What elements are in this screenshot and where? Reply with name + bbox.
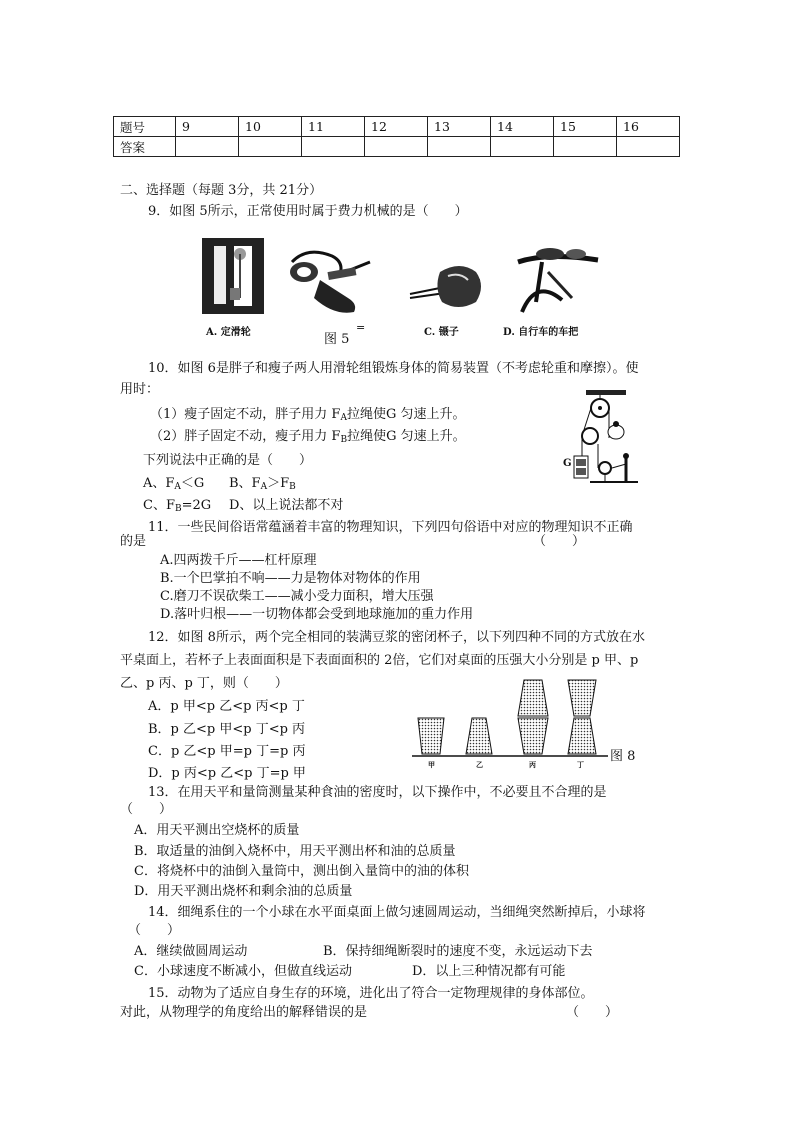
q10-stem-line1: 10．如图 6是胖子和瘦子两人用滑轮组锻炼身体的简易装置（不考虑轮重和摩擦）。使	[148, 361, 639, 376]
q15-stem-line1: 15．动物为了适应自身生存的环境，进化出了符合一定物理规律的身体部位。	[148, 986, 594, 1001]
header-cell: 题号	[114, 117, 176, 137]
number-cell: 11	[302, 117, 365, 137]
q10-option-a: A、$F_A<G$	[143, 476, 205, 492]
q12-option-b: B．p 乙<p 甲<p 丁<p 丙	[148, 722, 306, 737]
figure-8-cups	[412, 676, 608, 768]
cup-label-yi: 乙	[476, 760, 483, 769]
q13-stem-line2: （ ）	[120, 802, 173, 817]
number-cell: 9	[176, 117, 239, 137]
number-cell: 15	[554, 117, 617, 137]
q14-option-d: D．以上三种情况都有可能	[412, 964, 566, 979]
answer-cell[interactable]	[491, 137, 554, 157]
cup-yi	[466, 718, 492, 754]
q11-stem-line1: 11．一些民间俗语常蕴涵着丰富的物理知识，下列四句俗语中对应的物理知识不正确	[148, 520, 633, 535]
q14-option-b: B．保持细绳断裂时的速度不变，永远运动下去	[323, 944, 593, 959]
cup-label-ding: 丁	[577, 760, 584, 769]
q10-option-c: C、$F_B=2G$	[143, 498, 212, 514]
answer-cell[interactable]	[176, 137, 239, 157]
answer-label-cell: 答案	[114, 137, 176, 157]
q14-stem-line1: 14．细绳系住的一个小球在水平面桌面上做匀速圆周运动，当细绳突然断掉后，小球将	[148, 905, 646, 920]
number-cell: 13	[428, 117, 491, 137]
q11-option-b: B.一个巴掌拍不响——力是物体对物体的作用	[160, 571, 421, 586]
q13-option-c: C．将烧杯中的油倒入量筒中，测出倒入量筒中的油的体积	[134, 864, 469, 879]
q11-stem-line2: 的是	[120, 534, 147, 549]
figure-5-images	[200, 232, 610, 322]
q9-option-a: A. 定滑轮	[206, 327, 251, 338]
q9-option-c: C. 镊子	[424, 327, 459, 338]
q11-answer-paren: （ ）	[533, 534, 586, 549]
q15-stem-line2: 对此，从物理学的角度给出的解释错误的是	[120, 1005, 368, 1020]
tweezers-image	[410, 266, 481, 307]
answer-cell[interactable]	[428, 137, 491, 157]
q10-question: 下列说法中正确的是（ ）	[143, 453, 313, 468]
q10-option-d: D、以上说法都不对	[229, 498, 344, 513]
figure-5-caption: 图 5	[324, 332, 350, 347]
number-cell: 12	[365, 117, 428, 137]
q14-stem-line2: （ ）	[128, 923, 181, 938]
q10-item1: （1）瘦子固定不动，胖子用力 $F_A$拉绳使G 匀速上升。	[150, 407, 466, 423]
figure-6-pulley-system	[560, 388, 640, 488]
q13-option-d: D．用天平测出烧杯和剩余油的总质量	[134, 884, 353, 899]
q9-option-b-fragment: =	[356, 321, 366, 334]
bicycle-handlebar-image	[518, 248, 598, 312]
q14-option-c: C．小球速度不断减小，但做直线运动	[134, 964, 352, 979]
number-cell: 16	[617, 117, 680, 137]
answer-cell[interactable]	[239, 137, 302, 157]
table-row	[114, 137, 680, 157]
table-row	[114, 117, 680, 137]
cup-label-jia: 甲	[428, 760, 435, 769]
answer-cell[interactable]	[302, 137, 365, 157]
q15-answer-paren: （ ）	[566, 1005, 619, 1020]
lever-tool-image	[290, 252, 370, 313]
q9-stem: 9．如图 5所示，正常使用时属于费力机械的是（ ）	[148, 204, 468, 219]
answer-table	[113, 116, 680, 157]
q13-option-a: A．用天平测出空烧杯的质量	[134, 823, 300, 838]
q9-option-d: D. 自行车的车把	[503, 327, 579, 338]
q10-item2: （2）胖子固定不动，瘦子用力 $F_B$拉绳使G 匀速上升。	[150, 429, 466, 445]
q11-option-c: C.磨刀不误砍柴工——减小受力面积，增大压强	[160, 589, 434, 604]
fixed-pulley-image	[202, 238, 264, 314]
q10-option-b: B、$F_A>F_B$	[229, 476, 296, 492]
q11-option-d: D.落叶归根——一切物体都会受到地球施加的重力作用	[160, 607, 474, 622]
figure-6-label-g: G	[563, 458, 572, 469]
section-title: 二、选择题（每题 3分，共 21分）	[120, 183, 323, 198]
q12-stem-line3: 乙、p 丙、p 丁，则（ ）	[120, 676, 288, 691]
q11-option-a: A.四两拨千斤——杠杆原理	[160, 553, 317, 568]
q12-stem-line2: 平桌面上，若杯子上表面面积是下表面面积的 2倍，它们对桌面的压强大小分别是 p 甲、p	[120, 653, 639, 668]
cup-jia	[418, 718, 444, 754]
q13-stem-line1: 13．在用天平和量筒测量某种食油的密度时，以下操作中，不必要且不合理的是	[148, 785, 607, 800]
answer-cell[interactable]	[554, 137, 617, 157]
q12-option-d: D．p 丙<p 乙<p 丁=p 甲	[148, 766, 306, 781]
number-cell: 10	[239, 117, 302, 137]
q14-option-a: A．继续做圆周运动	[134, 944, 248, 959]
q10-stem-line2: 用时：	[120, 382, 160, 397]
q12-option-a: A．p 甲<p 乙<p 丙<p 丁	[148, 699, 305, 714]
figure-8-caption: 图 8	[610, 749, 636, 764]
q12-stem-line1: 12．如图 8所示，两个完全相同的装满豆浆的密闭杯子，以下列四种不同的方式放在水	[148, 630, 645, 645]
cup-bing	[518, 680, 548, 754]
number-cell: 14	[491, 117, 554, 137]
q12-option-c: C．p 乙<p 甲=p 丁=p 丙	[148, 744, 306, 759]
q13-option-b: B．取适量的油倒入烧杯中，用天平测出杯和油的总质量	[134, 844, 456, 859]
answer-cell[interactable]	[365, 137, 428, 157]
answer-cell[interactable]	[617, 137, 680, 157]
cup-ding	[568, 680, 596, 754]
cup-label-bing: 丙	[529, 760, 536, 769]
